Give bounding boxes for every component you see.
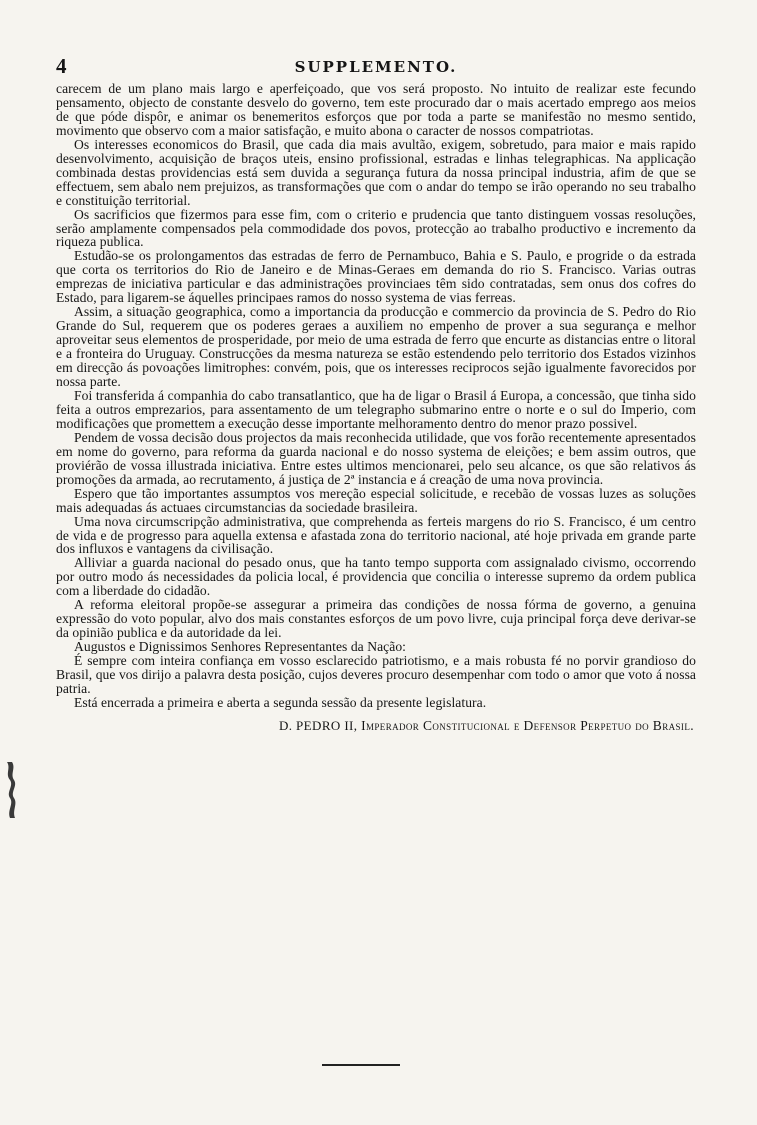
signature-name: D. PEDRO II,: [278, 717, 358, 733]
paragraph-3: Os sacrificios que fizermos para esse fim, com o criterio e prudencia que tanto distinguem vossas resoluções, serão amplamente compensados pela commodidade dos povos, protecção ao trabalho productivo e incremento da riqueza publica.: [56, 206, 696, 250]
document-page: [56, 54, 696, 734]
paragraph-10: Alliviar a guarda nacional do pesado onus, que ha tanto tempo supporta com assignalado civismo, occorrendo por outro modo ás necessidades da policia local, é providencia que concilia o interesse supremo da ordem publica com a liberdade do cidadão.: [56, 555, 696, 599]
paragraph-11: A reforma eleitoral propõe-se assegurar a primeira das condições de nossa fórma de governo, a genuina expressão do voto popular, alvo dos mais constantes esforços de um povo livre, cuja principal força deve derivar-se da opinião publica e da autoridade da lei.: [56, 597, 696, 641]
paragraph-4: Estudão-se os prolongamentos das estradas de ferro de Pernambuco, Bahia e S. Paulo, e progride o da estrada que corta os territorios do Rio de Janeiro e de Minas-Geraes em demanda do rio S. Francisco. Varias outras emprezas de iniciativa particular e das administrações provinciaes têm sido contratadas, sem onus dos cofres do Estado, para ligarem-se áquelles principaes ramos do nosso systema de vias ferreas.: [56, 248, 696, 306]
paragraph-2: Os interesses economicos do Brasil, que cada dia mais avultão, exigem, sobretudo, para maior e mais rapido desenvolvimento, acquisição de braços uteis, ensino profissional, estradas e linhas telegraphicas. Na applicação combinada destas providencias está sem duvida a segurança futura da nossa principal industria, afim de que se effectuem, sem abalo nem prejuizos, as transformações que com o andar do tempo se irão operando no seu trabalho e constituição territorial.: [56, 136, 696, 208]
closing-rule: [322, 1064, 400, 1066]
paragraph-6: Foi transferida á companhia do cabo transatlantico, que ha de ligar o Brasil á Europa, a concessão, que tinha sido feita a outros emprezarios, para assentamento de um telegrapho submarino entre o norte e o sul do Imperio, com modificações que promettem a execução desse importante melhoramento dentro do menor prazo possivel.: [56, 387, 696, 431]
paragraph-9: Uma nova circumscripção administrativa, que comprehenda as ferteis margens do rio S. Francisco, é um centro de vida e de progresso para aquella extensa e afastada zona do territorio nacional, até hoje privada em grande parte dos influxos e vantagens da civilisação.: [56, 513, 696, 557]
page-number: 4: [56, 54, 67, 78]
binding-clip-icon: [1, 760, 21, 820]
paragraph-12: É sempre com inteira confiança em vosso esclarecido patriotismo, e a mais robusta fé no porvir grandioso do Brasil, que vos dirijo a palavra desta posição, cujos deveres procuro desempenhar com todo o amor que voto á nossa patria.: [56, 653, 696, 696]
paragraph-5: Assim, a situação geographica, como a importancia da producção e commercio da provincia de S. Pedro do Rio Grande do Sul, requerem que os poderes geraes a auxiliem no empenho de prover a sua segurança e melhor aproveitar seus elementos de prosperidade, por meio de uma estrada de ferro que encurte as distancias entre o litoral e a fronteira do Uruguay. Construcções da mesma natureza se estão estendendo pelo territorio dos Estados vizinhos em direcção ás povoações limitrophes: convém, pois, que os interesses reciprocos sejão igualmente favorecidos por nossa parte.: [56, 304, 696, 390]
running-head: SUPPLEMENTO.: [294, 58, 458, 76]
signature-title: Imperador Constitucional e Defensor Perpetuo do Brasil.: [361, 717, 694, 733]
paragraph-8: Espero que tão importantes assumptos vos mereção especial solicitude, e recebão de vossas luzes as soluções mais adequadas ás actuaes circumstancias da sociedade brasileira.: [56, 485, 696, 515]
closing-line: Está encerrada a primeira e aberta a segunda sessão da presente legislatura.: [74, 694, 487, 710]
salutation: Augustos e Dignissimos Senhores Representantes da Nação:: [74, 639, 407, 655]
paragraph-7: Pendem de vossa decisão dous projectos da mais reconhecida utilidade, que vos forão recentemente apresentados em nome do governo, para reforma da guarda nacional e do nosso systema de eleições; e bem assim outros, que proviérão de vossa illustrada iniciativa. Entre estes ultimos mencionarei, pelo seu alcance, os que são relativos ás promoções da armada, ao recrutamento, á justiça de 2ª instancia e á creação de uma nova provincia.: [56, 429, 696, 487]
paragraph-1: carecem de um plano mais largo e aperfeiçoado, que vos será proposto. No intuito de realizar este fecundo pensamento, objecto de constante desvelo do governo, tem este procurado dar o mais acertado emprego aos meios de que póde dispôr, e animar os benemeritos esforços que por toda a parte se manifestão no mesmo sentido, movimento que observo com a maior satisfação, e muito abona o caracter de nossos compatriotas.: [56, 81, 696, 138]
page-header: [56, 54, 696, 82]
signature: [56, 718, 696, 734]
speech-body: [56, 82, 696, 710]
